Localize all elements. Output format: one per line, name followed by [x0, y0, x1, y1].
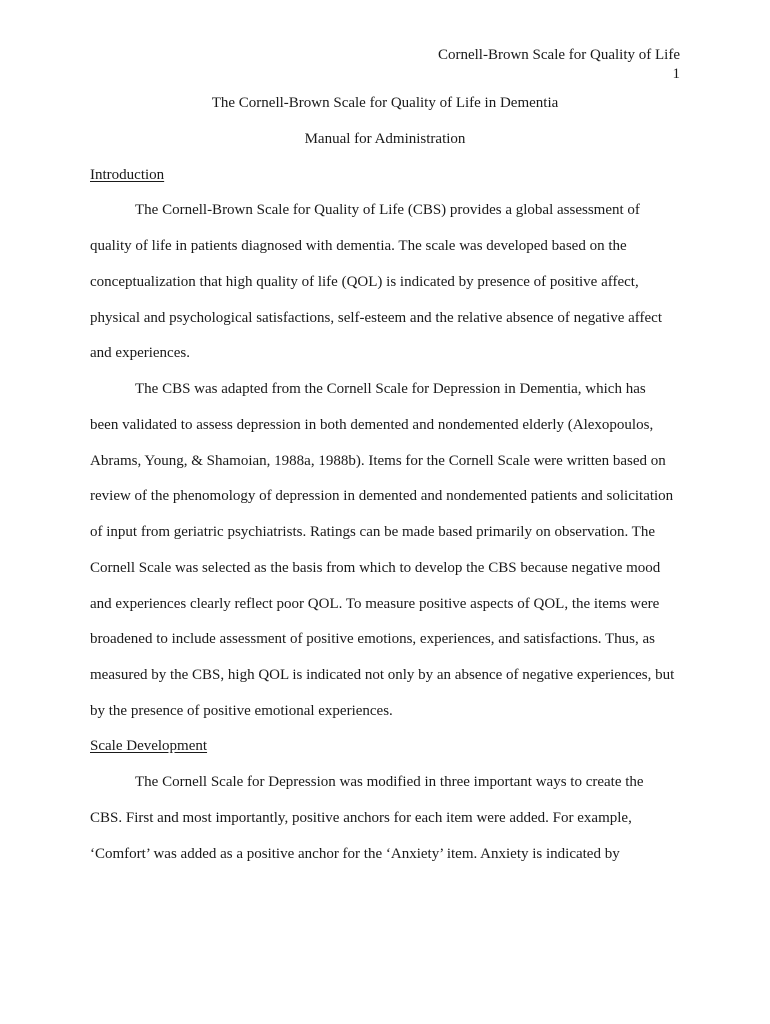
paragraph-line: measured by the CBS, high QOL is indicated not only by an absence of negative experiences, but	[90, 667, 675, 683]
paragraph-line: broadened to include assessment of positive emotions, experiences, and satisfactions. Thus, as	[90, 631, 656, 647]
paragraph-line: The Cornell Scale for Depression was modified in three important ways to create the	[135, 774, 644, 790]
document-title: The Cornell-Brown Scale for Quality of Life in Dementia	[211, 95, 559, 111]
paragraph-line: conceptualization that high quality of life (QOL) is indicated by presence of positive affect,	[90, 274, 639, 290]
paragraph-line: review of the phenomology of depression in demented and nondemented patients and solicitation	[90, 488, 674, 504]
paragraph-line: Abrams, Young, & Shamoian, 1988a, 1988b). Items for the Cornell Scale were written based on	[90, 453, 666, 469]
paragraph-line: physical and psychological satisfactions, self-esteem and the relative absence of negative affect	[90, 310, 662, 326]
paragraph-line: and experiences.	[90, 345, 190, 361]
page-number: 1	[672, 66, 680, 82]
paragraph-line: and experiences clearly reflect poor QOL. To measure positive aspects of QOL, the items were	[90, 596, 660, 612]
running-head	[438, 46, 680, 84]
paragraph-line: quality of life in patients diagnosed with dementia. The scale was developed based on the	[90, 238, 627, 254]
paragraph-line: The Cornell-Brown Scale for Quality of Life (CBS) provides a global assessment of	[135, 202, 640, 218]
paragraph-line: CBS. First and most importantly, positive anchors for each item were added. For example,	[90, 810, 632, 826]
paragraph-line: The CBS was adapted from the Cornell Scale for Depression in Dementia, which has	[135, 381, 646, 397]
paragraph-line: by the presence of positive emotional experiences.	[90, 703, 393, 719]
document-subtitle: Manual for Administration	[304, 131, 466, 147]
section-heading-scale-development: Scale Development	[90, 738, 208, 754]
running-head-title: Cornell-Brown Scale for Quality of Life	[437, 47, 680, 63]
paragraph-line: Cornell Scale was selected as the basis from which to develop the CBS because negative mood	[90, 560, 661, 576]
paragraph-line: ‘Comfort’ was added as a positive anchor for the ‘Anxiety’ item. Anxiety is indicated by	[90, 846, 620, 862]
paragraph-line: of input from geriatric psychiatrists. Ratings can be made based primarily on observation. The	[90, 524, 655, 540]
section-heading-introduction: Introduction	[90, 167, 165, 183]
paragraph-line: been validated to assess depression in both demented and nondemented elderly (Alexopoulos,	[90, 417, 654, 433]
